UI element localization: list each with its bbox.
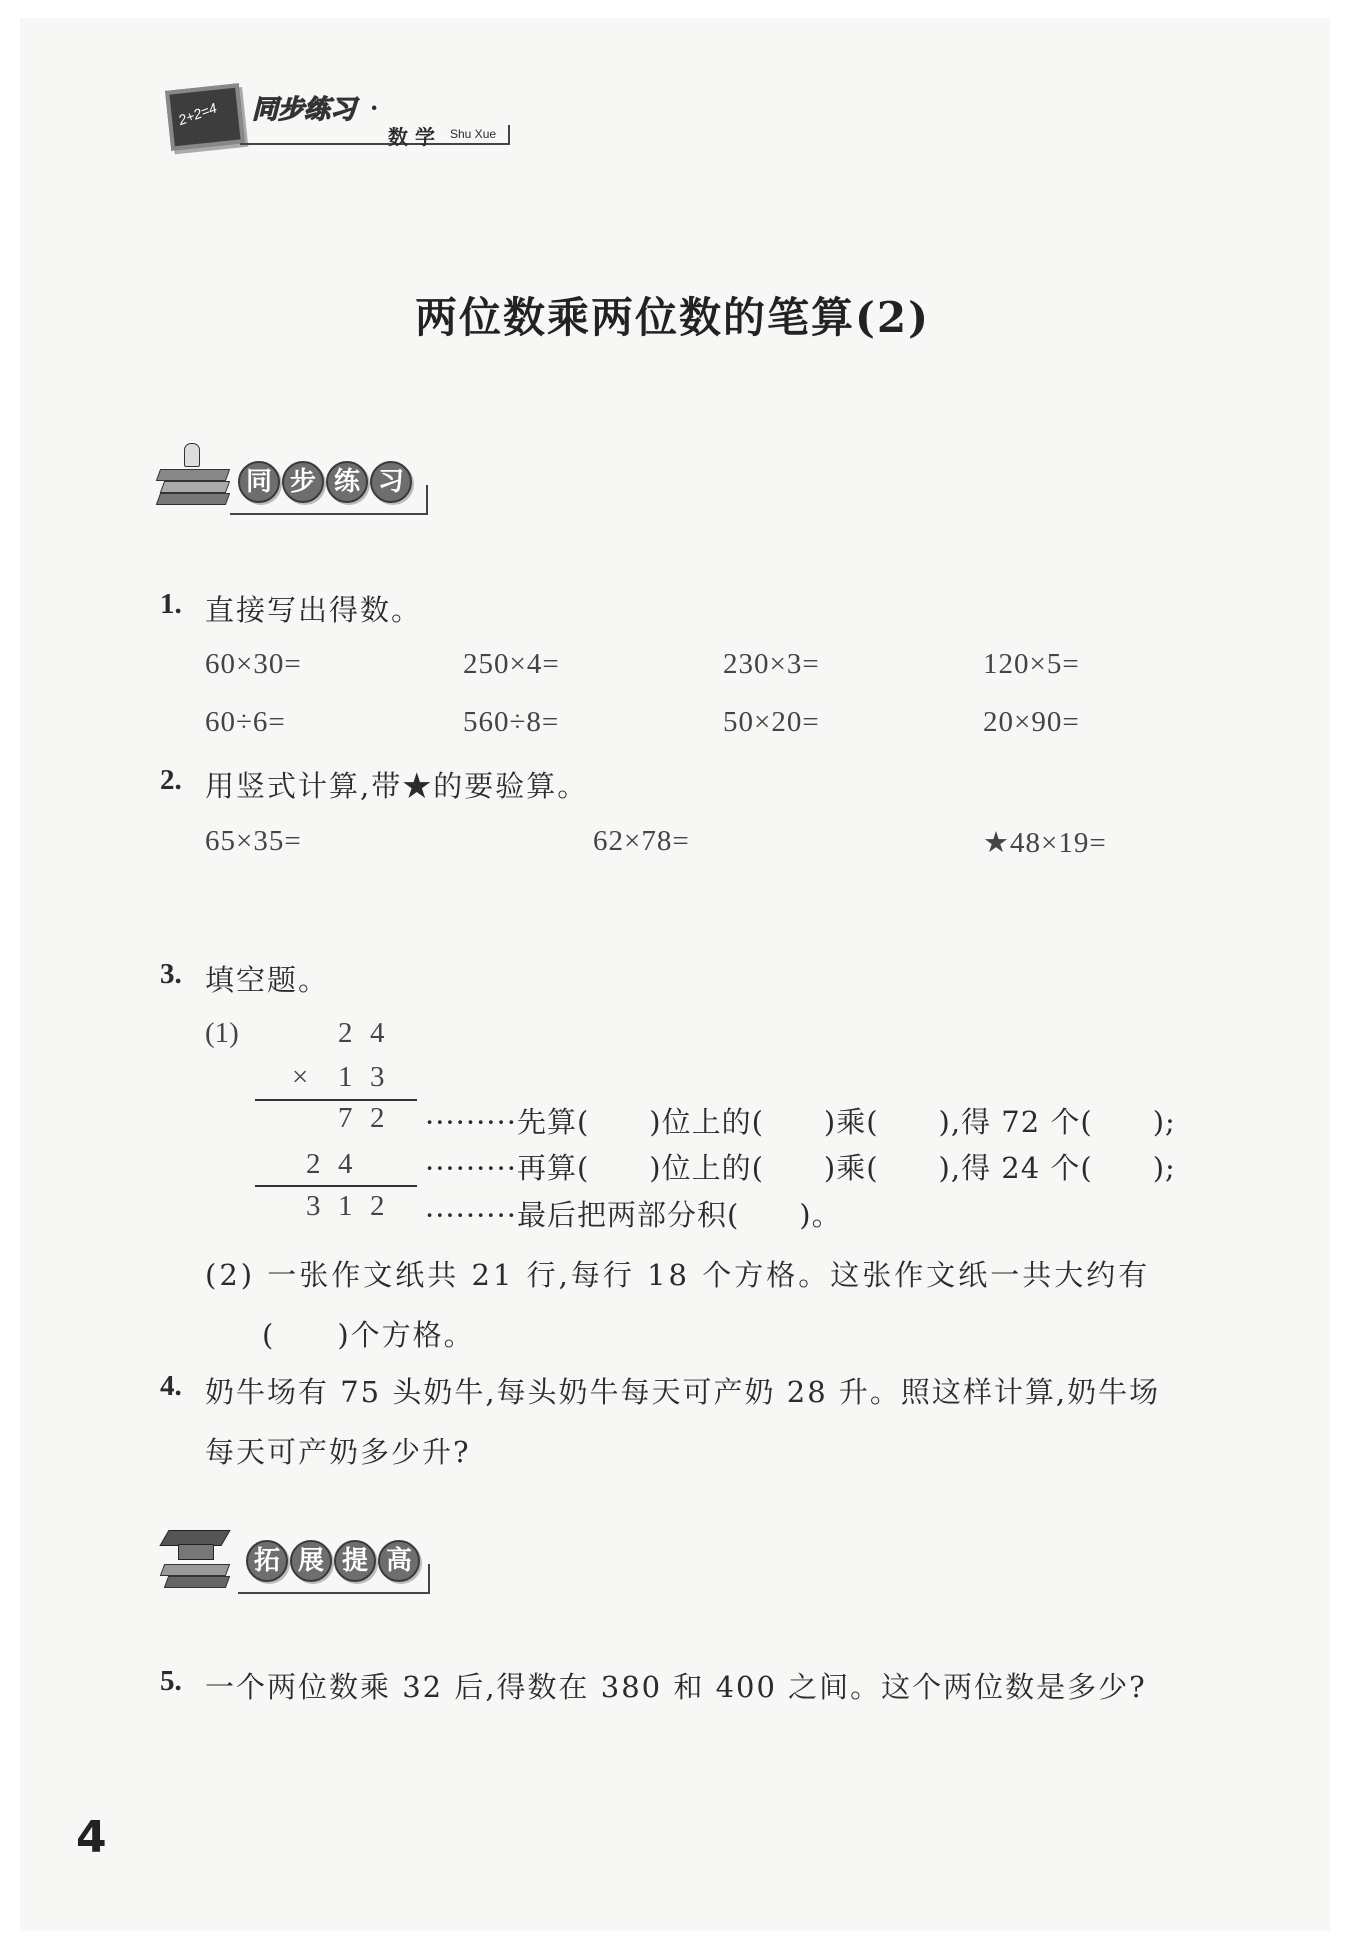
badge-text: 2+2=4 [176,99,219,129]
vertical-digit: 3 [370,1061,385,1093]
header-rule-end [508,125,510,145]
q2-expr: 62×78= [593,825,690,857]
q1-expr: 120×5= [983,648,1080,680]
section-header-practice [158,445,438,520]
q1-expr: 60×30= [205,648,302,680]
section1-char-1: 同 [238,461,280,503]
q1-number: 1. [160,588,182,620]
section1-underline [230,513,428,515]
vertical-digit: 4 [338,1148,353,1180]
q2-number: 2. [160,764,182,796]
q3-part1-label: (1) [205,1017,239,1049]
vertical-digit: 1 [338,1190,353,1222]
header-dot: · [370,93,379,122]
q3-fill-line-2: ·········再算( )位上的( )乘( ),得 24 个( ); [425,1151,1176,1185]
q1-expr: 20×90= [983,706,1080,738]
q2-text: 用竖式计算,带★的要验算。 [205,769,589,803]
section1-char-4: 习 [370,461,412,503]
subject-pinyin: Shu Xue [450,127,497,141]
q2-expr: ★48×19= [983,827,1107,859]
header-logo [160,85,520,165]
section-header-extension [158,1520,438,1600]
blackboard-icon [165,83,245,150]
section-title-practice [238,461,414,503]
vertical-digit: 1 [338,1061,353,1093]
q1-expr: 250×4= [463,648,560,680]
vertical-digit: 2 [338,1017,353,1049]
q4-number: 4. [160,1370,182,1402]
section2-underline [238,1592,430,1594]
section2-underline-end [428,1564,430,1594]
graduation-cap-icon [158,1530,233,1590]
q3-text: 填空题。 [205,963,330,997]
vertical-digit: 7 [338,1102,353,1134]
q3-number: 3. [160,958,182,990]
series-label: 同步练习 [252,95,357,125]
section2-char-4: 高 [378,1540,420,1582]
section2-char-2: 展 [290,1540,332,1582]
q3-part2-line-2: ( )个方格。 [262,1318,475,1352]
vertical-rule [255,1099,417,1101]
section1-char-2: 步 [282,461,324,503]
q1-text: 直接写出得数。 [205,593,423,627]
page-title: 两位数乘两位数的笔算(2) [415,293,930,342]
q4-line-2: 每天可产奶多少升? [205,1435,471,1469]
times-sign: × [292,1061,309,1093]
section2-char-1: 拓 [246,1540,288,1582]
q5-number: 5. [160,1665,182,1697]
vertical-digit: 2 [370,1190,385,1222]
q1-expr: 50×20= [723,706,820,738]
q2-expr: 65×35= [205,825,302,857]
vertical-digit: 4 [370,1017,385,1049]
q1-expr: 230×3= [723,648,820,680]
q3-fill-line-3: ·········最后把两部分积( )。 [425,1198,842,1232]
q1-expr: 60÷6= [205,706,286,738]
q5-text: 一个两位数乘 32 后,得数在 380 和 400 之间。这个两位数是多少? [205,1670,1147,1704]
q1-expr: 560÷8= [463,706,560,738]
q3-part2-line-1: (2) 一张作文纸共 21 行,每行 18 个方格。这张作文纸一共大约有 [205,1258,1151,1292]
vertical-digit: 2 [306,1148,321,1180]
q4-line-1: 奶牛场有 75 头奶牛,每头奶牛每天可产奶 28 升。照这样计算,奶牛场 [205,1375,1161,1409]
vertical-rule [255,1185,417,1187]
books-icon [158,469,228,505]
page-number: 4 [76,1812,107,1863]
vertical-digit: 3 [306,1190,321,1222]
q3-fill-line-1: ·········先算( )位上的( )乘( ),得 72 个( ); [425,1105,1176,1139]
section1-char-3: 练 [326,461,368,503]
header-rule [240,143,510,145]
vertical-digit: 2 [370,1102,385,1134]
section-title-extension [246,1540,422,1582]
section1-underline-end [426,485,428,515]
subject-label: 数 学 [388,125,435,149]
section2-char-3: 提 [334,1540,376,1582]
